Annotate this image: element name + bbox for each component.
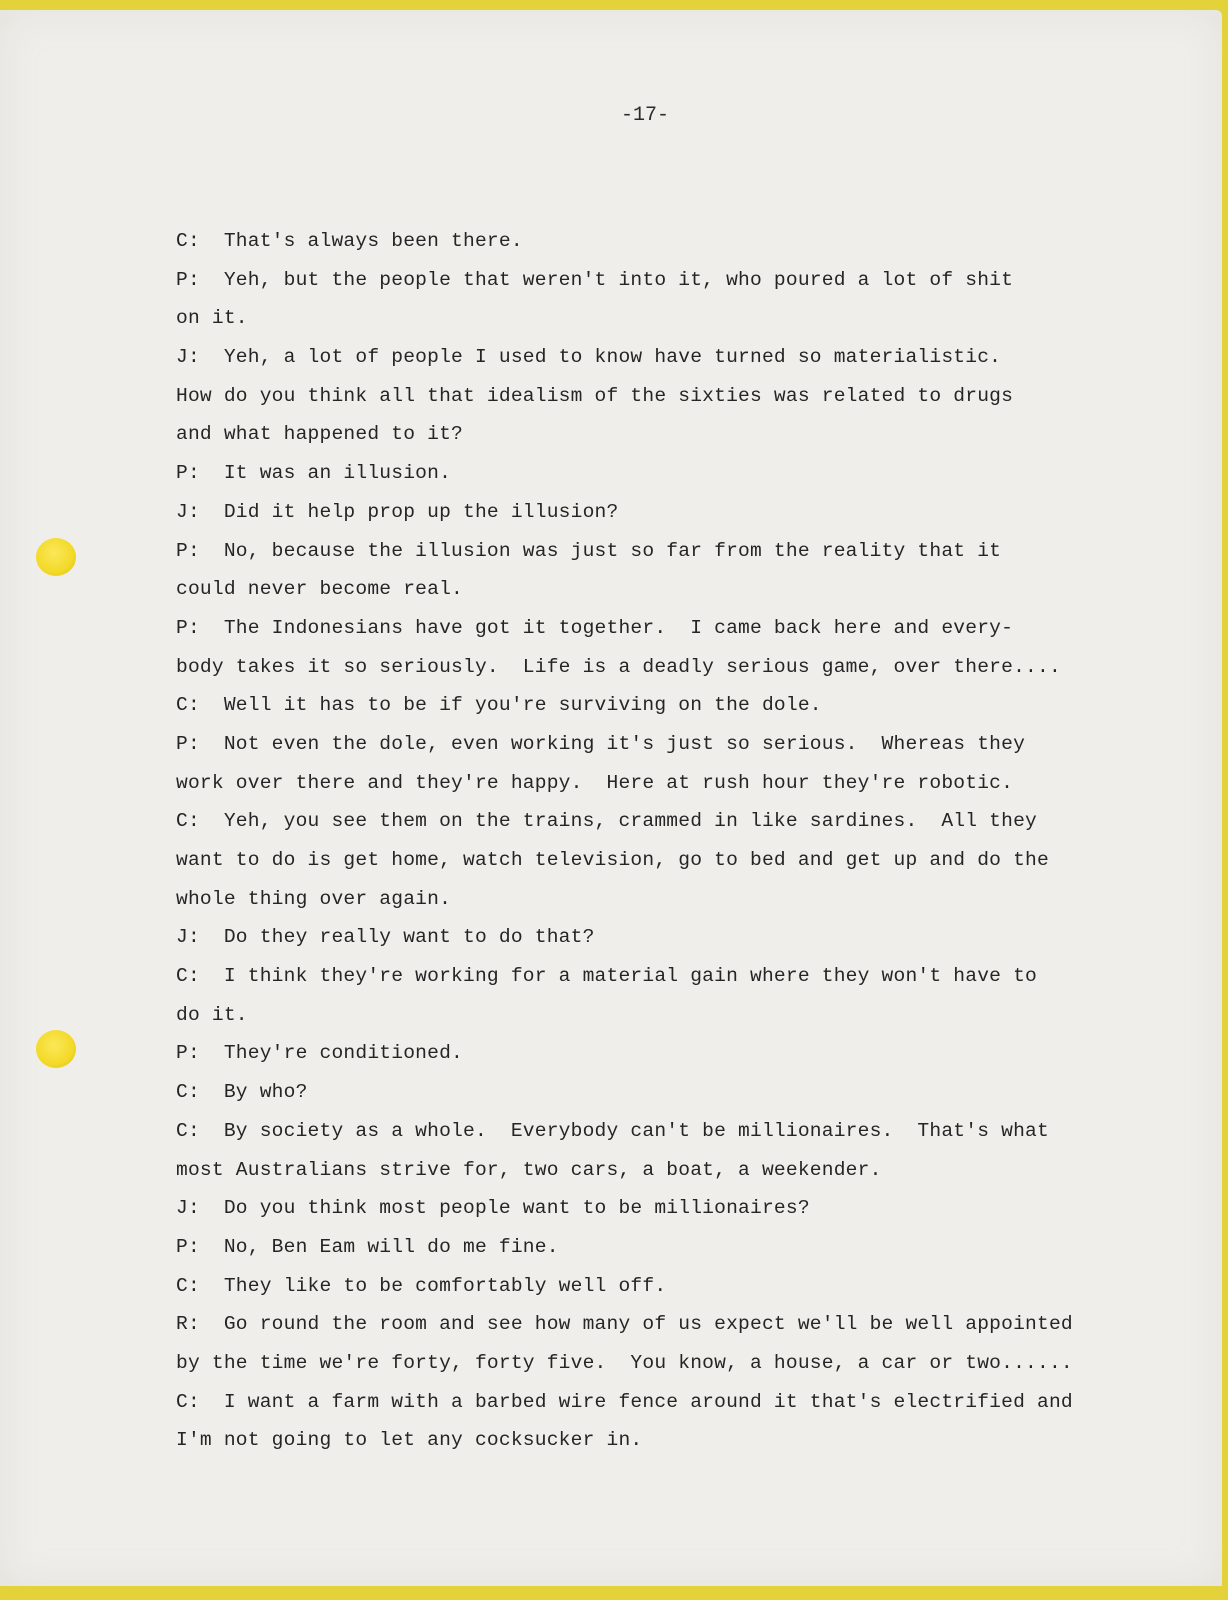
transcript-line: C: I want a farm with a barbed wire fence around it that's electrified and [176, 1390, 1073, 1413]
transcript-line: by the time we're forty, forty five. You know, a house, a car or two...... [176, 1351, 1073, 1374]
transcript-line: C: By who? [176, 1081, 308, 1104]
transcript-line: could never become real. [176, 578, 463, 601]
document-page [0, 10, 1222, 1586]
transcript-line: J: Do they really want to do that? [176, 926, 595, 949]
binder-hole [36, 1030, 76, 1068]
transcript-line: work over there and they're happy. Here at rush hour they're robotic. [176, 771, 1014, 794]
transcript-line: on it. [176, 307, 248, 330]
page-number: -17- [620, 104, 669, 127]
transcript-line: C: That's always been there. [176, 230, 523, 252]
transcript-line: body takes it so seriously. Life is a deadly serious game, over there.... [176, 655, 1061, 678]
transcript-line: C: Well it has to be if you're surviving on the dole. [176, 694, 822, 717]
transcript-body [176, 222, 1166, 1460]
transcript-line: and what happened to it? [176, 423, 463, 446]
transcript-line: J: Yeh, a lot of people I used to know have turned so materialistic. [176, 346, 1002, 369]
transcript-line: P: No, Ben Eam will do me fine. [176, 1235, 559, 1258]
binder-hole [36, 538, 76, 576]
transcript-line: most Australians strive for, two cars, a boat, a weekender. [176, 1158, 882, 1181]
transcript-line: P: They're conditioned. [176, 1042, 463, 1065]
transcript-line: P: It was an illusion. [176, 462, 452, 485]
transcript-line: C: By society as a whole. Everybody can't be millionaires. That's what [176, 1119, 1049, 1142]
transcript-line: P: Not even the dole, even working it's just so serious. Whereas they [176, 732, 1026, 755]
transcript-line: C: They like to be comfortably well off. [176, 1274, 667, 1297]
transcript-line: J: Do you think most people want to be millionaires? [176, 1197, 810, 1220]
transcript-line: J: Did it help prop up the illusion? [176, 500, 619, 523]
transcript-line: whole thing over again. [176, 887, 452, 910]
transcript-line: C: I think they're working for a material gain where they won't have to [176, 965, 1037, 988]
transcript-line: P: The Indonesians have got it together. I came back here and every- [176, 616, 1014, 639]
transcript-line: do it. [176, 1003, 248, 1026]
transcript-line: P: No, because the illusion was just so far from the reality that it [176, 539, 1002, 562]
transcript-line: R: Go round the room and see how many of us expect we'll be well appointed [176, 1313, 1073, 1336]
transcript-line: P: Yeh, but the people that weren't into it, who poured a lot of shit [176, 268, 1014, 291]
transcript-line: want to do is get home, watch television, go to bed and get up and do the [176, 849, 1049, 871]
transcript-line: C: Yeh, you see them on the trains, crammed in like sardines. All they [176, 810, 1037, 833]
transcript-line: I'm not going to let any cocksucker in. [176, 1429, 643, 1452]
transcript-line: How do you think all that idealism of the sixties was related to drugs [176, 384, 1014, 407]
